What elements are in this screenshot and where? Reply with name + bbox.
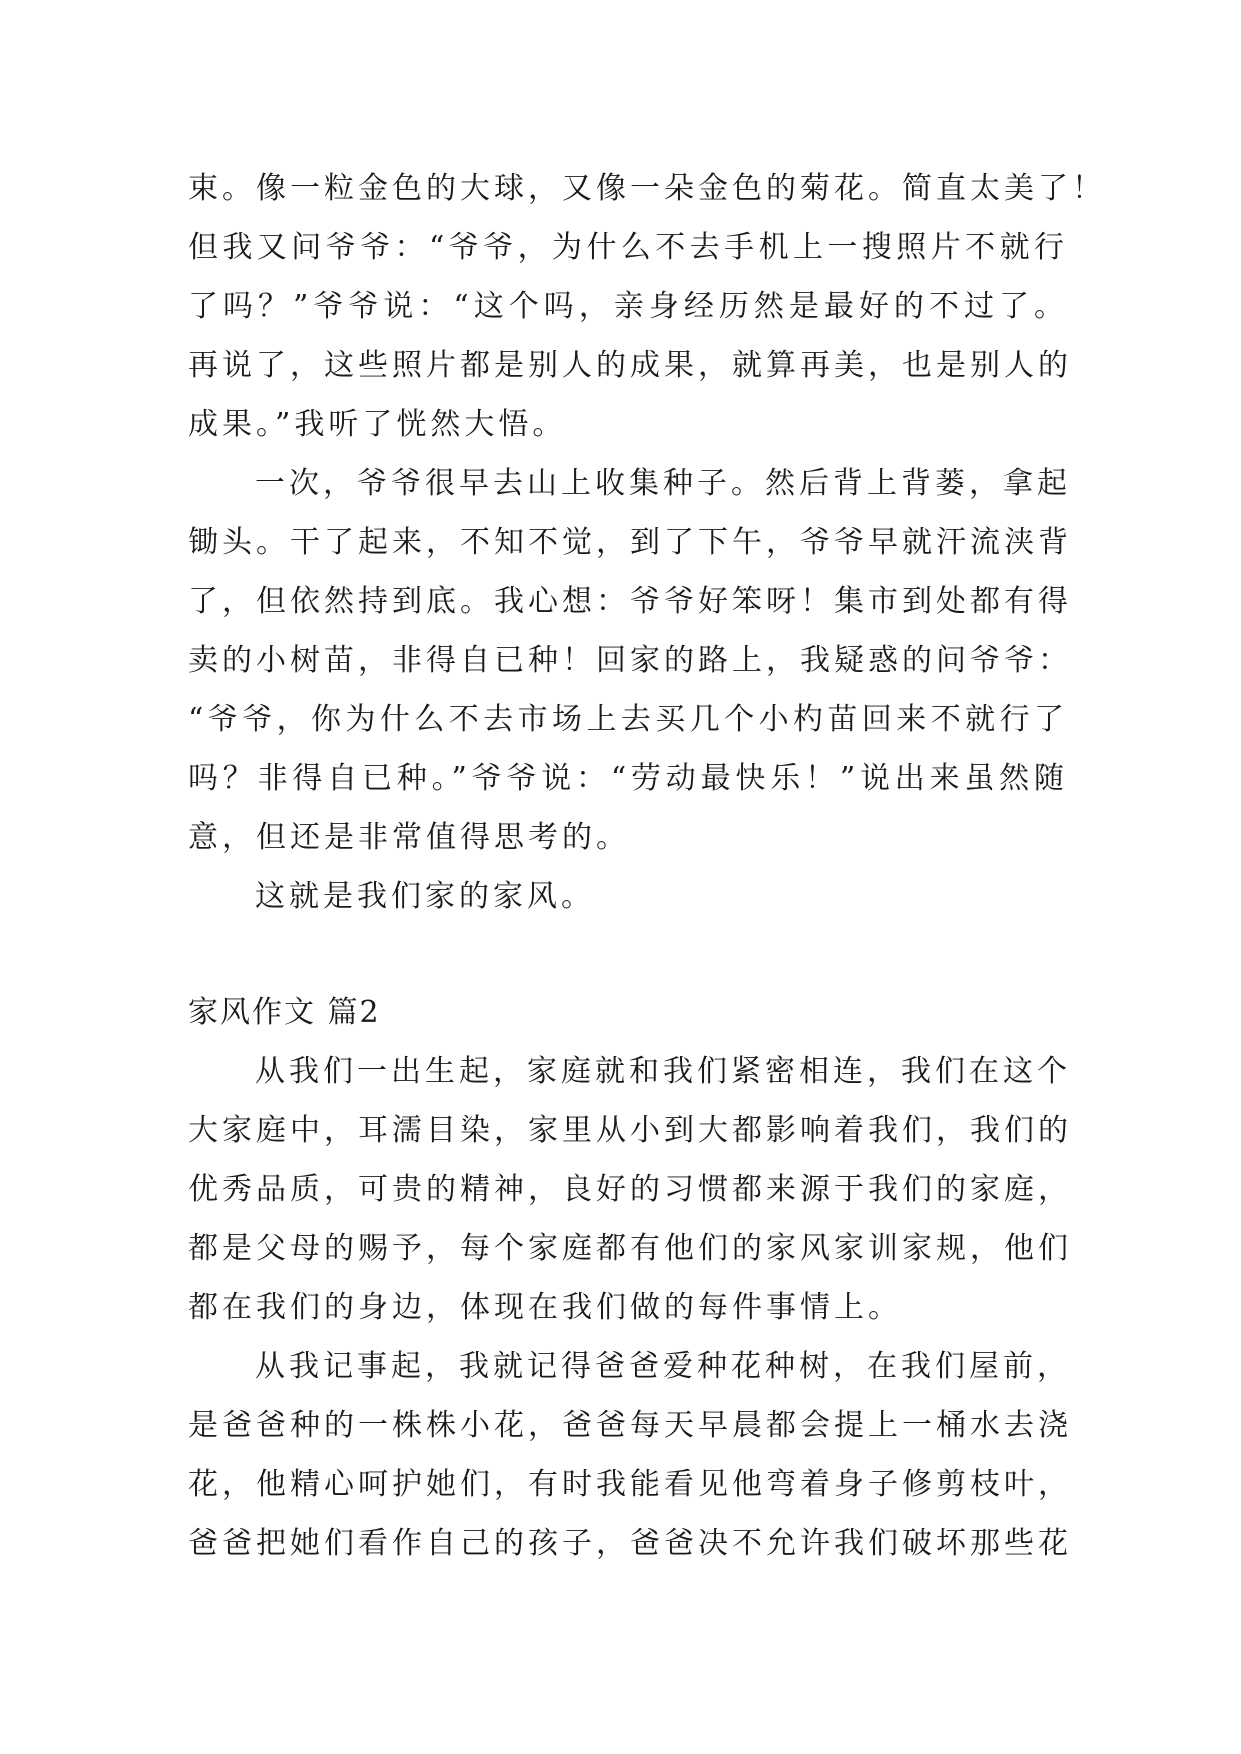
text-line: 这就是我们家的家风。: [255, 879, 595, 914]
text-line: 是爸爸种的一株株小花，爸爸每天早晨都会提上一桶水去浇: [188, 1408, 1072, 1443]
text-line: 束。像一粒金色的大球，又像一朵金色的菊花。简直太美了！: [188, 171, 1106, 206]
text-line: 卖的小树苗，非得自已种！回家的路上，我疑惑的问爷爷：: [188, 643, 1072, 678]
text-line: 花，他精心呵护她们，有时我能看见他弯着身子修剪枝叶，: [188, 1467, 1072, 1502]
text-line: 但我又问爷爷：“爷爷，为什么不去手机上一搜照片不就行: [188, 230, 1068, 265]
text-line: 再说了，这些照片都是别人的成果，就算再美，也是别人的: [188, 348, 1072, 383]
text-line: 吗？非得自已种。”爷爷说：“劳动最快乐！”说出来虽然随: [188, 761, 1068, 796]
text-line: 了吗？”爷爷说：“这个吗，亲身经历然是最好的不过了。: [188, 289, 1068, 324]
text-line: 了，但依然持到底。我心想：爷爷好笨呀！集市到处都有得: [188, 584, 1072, 619]
text-line: 都是父母的赐予，每个家庭都有他们的家风家训家规，他们: [188, 1231, 1072, 1266]
text-line: 都在我们的身边，体现在我们做的每件事情上。: [188, 1290, 902, 1325]
text-line: 成果。”我听了恍然大悟。: [188, 407, 567, 442]
text-line: 意，但还是非常值得思考的。: [188, 820, 630, 855]
text-line: 爸爸把她们看作自己的孩子，爸爸决不允许我们破坏那些花: [188, 1526, 1072, 1561]
text-line: 大家庭中，耳濡目染，家里从小到大都影响着我们，我们的: [188, 1113, 1072, 1148]
text-line: 优秀品质，可贵的精神，良好的习惯都来源于我们的家庭，: [188, 1172, 1072, 1207]
text-line: 一次，爷爷很早去山上收集种子。然后背上背蒌，拿起: [255, 466, 1071, 501]
section-heading: 家风作文 篇2: [188, 995, 381, 1030]
text-line: 从我记事起，我就记得爸爸爱种花种树，在我们屋前，: [255, 1349, 1071, 1384]
text-line: 锄头。干了起来，不知不觉，到了下午，爷爷早就汗流浃背: [188, 525, 1072, 560]
text-line: 从我们一出生起，家庭就和我们紧密相连，我们在这个: [255, 1054, 1071, 1089]
text-line: “爷爷，你为什么不去市场上去买几个小杓苗回来不就行了: [188, 702, 1068, 737]
